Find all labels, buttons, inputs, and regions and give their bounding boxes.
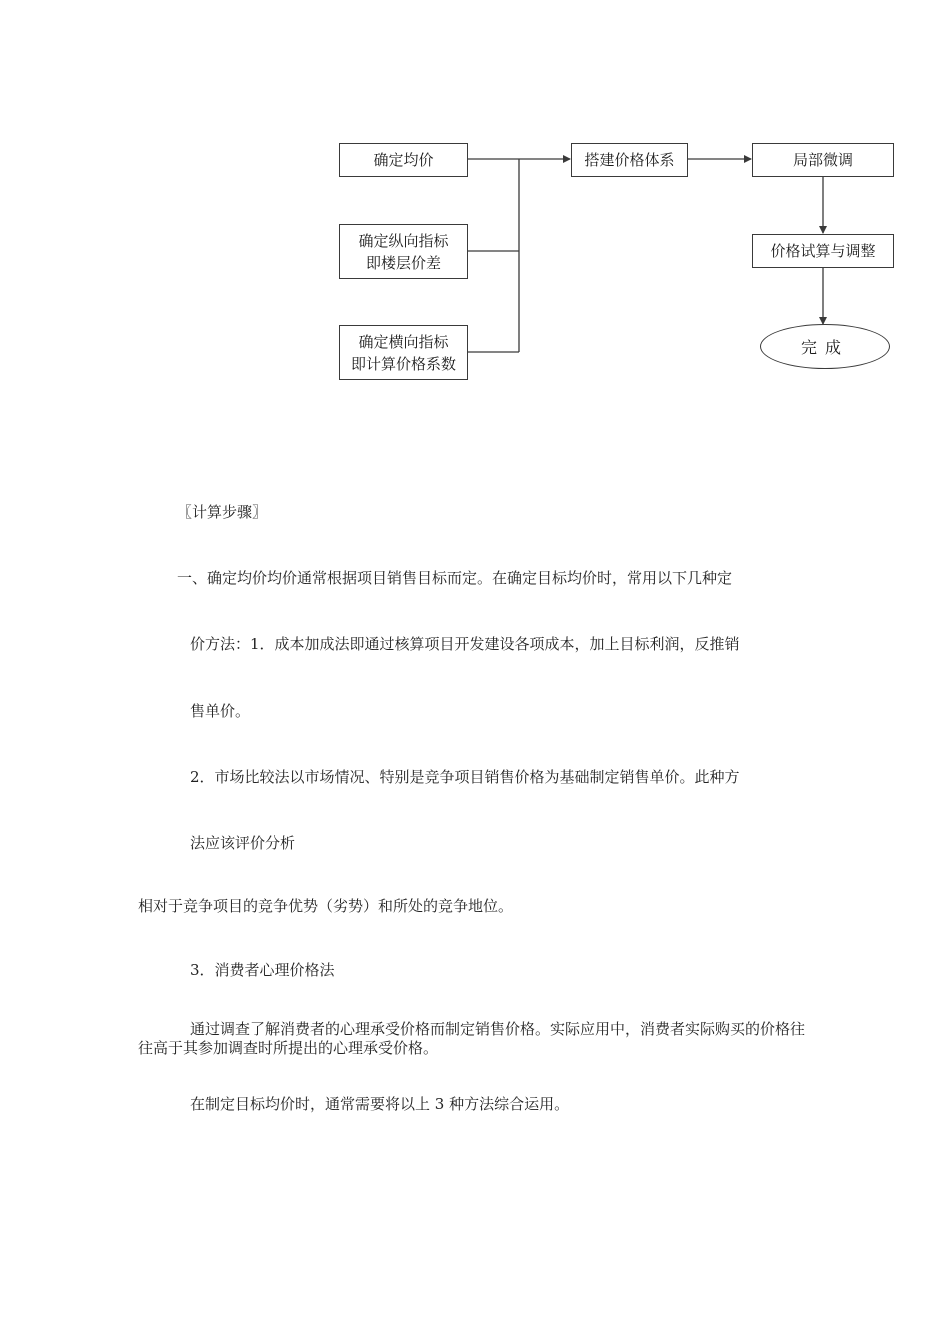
box-vertical-index bbox=[339, 224, 468, 279]
box-local-adjust-label: 局部微调 bbox=[792, 151, 853, 169]
paragraph-2-line-2: 法应该评价分析 bbox=[190, 834, 296, 852]
box-trial-calc bbox=[752, 234, 894, 268]
box-vertical-index-line2: 即楼层价差 bbox=[365, 253, 441, 272]
box-avg-price-label: 确定均价 bbox=[373, 151, 434, 169]
box-horizontal-index-line1: 确定横向指标 bbox=[358, 332, 449, 351]
box-horizontal-index-line2: 即计算价格系数 bbox=[350, 354, 456, 373]
end-label: 完成 bbox=[800, 338, 849, 357]
paragraph-4: 在制定目标均价时，通常需要将以上 3 种方法综合运用。 bbox=[190, 1095, 570, 1113]
paragraph-1-line-2: 价方法：1．成本加成法即通过核算项目开发建设各项成本，加上目标利润，反推销 bbox=[190, 635, 740, 653]
paragraph-3-body: 通过调查了解消费者的心理承受价格而制定销售价格。实际应用中，消费者实际购买的价格往往高于其参加调查时所提出的心理承受价格。 bbox=[138, 1020, 806, 1057]
paragraph-1-line-3: 售单价。 bbox=[190, 702, 251, 720]
box-trial-calc-label: 价格试算与调整 bbox=[770, 242, 876, 260]
paragraph-2-line-3: 相对于竞争项目的竞争优势（劣势）和所处的竞争地位。 bbox=[138, 897, 514, 915]
box-vertical-index-line1: 确定纵向指标 bbox=[358, 231, 449, 250]
paragraph-2-line-1: 2．市场比较法以市场情况、特别是竞争项目销售价格为基础制定销售单价。此种方 bbox=[190, 768, 740, 786]
paragraph-3-title: 3．消费者心理价格法 bbox=[190, 961, 335, 979]
box-price-system-label: 搭建价格体系 bbox=[584, 151, 675, 169]
box-price-system bbox=[571, 143, 688, 177]
box-horizontal-index bbox=[339, 325, 468, 380]
end-ellipse bbox=[760, 324, 890, 369]
pricing-flowchart bbox=[0, 0, 950, 430]
paragraph-1-line-1: 一、确定均价均价通常根据项目销售目标而定。在确定目标均价时，常用以下几种定 bbox=[177, 569, 733, 587]
box-local-adjust bbox=[752, 143, 894, 177]
box-avg-price bbox=[339, 143, 468, 177]
section-heading: 〖计算步骤〗 bbox=[177, 503, 268, 521]
